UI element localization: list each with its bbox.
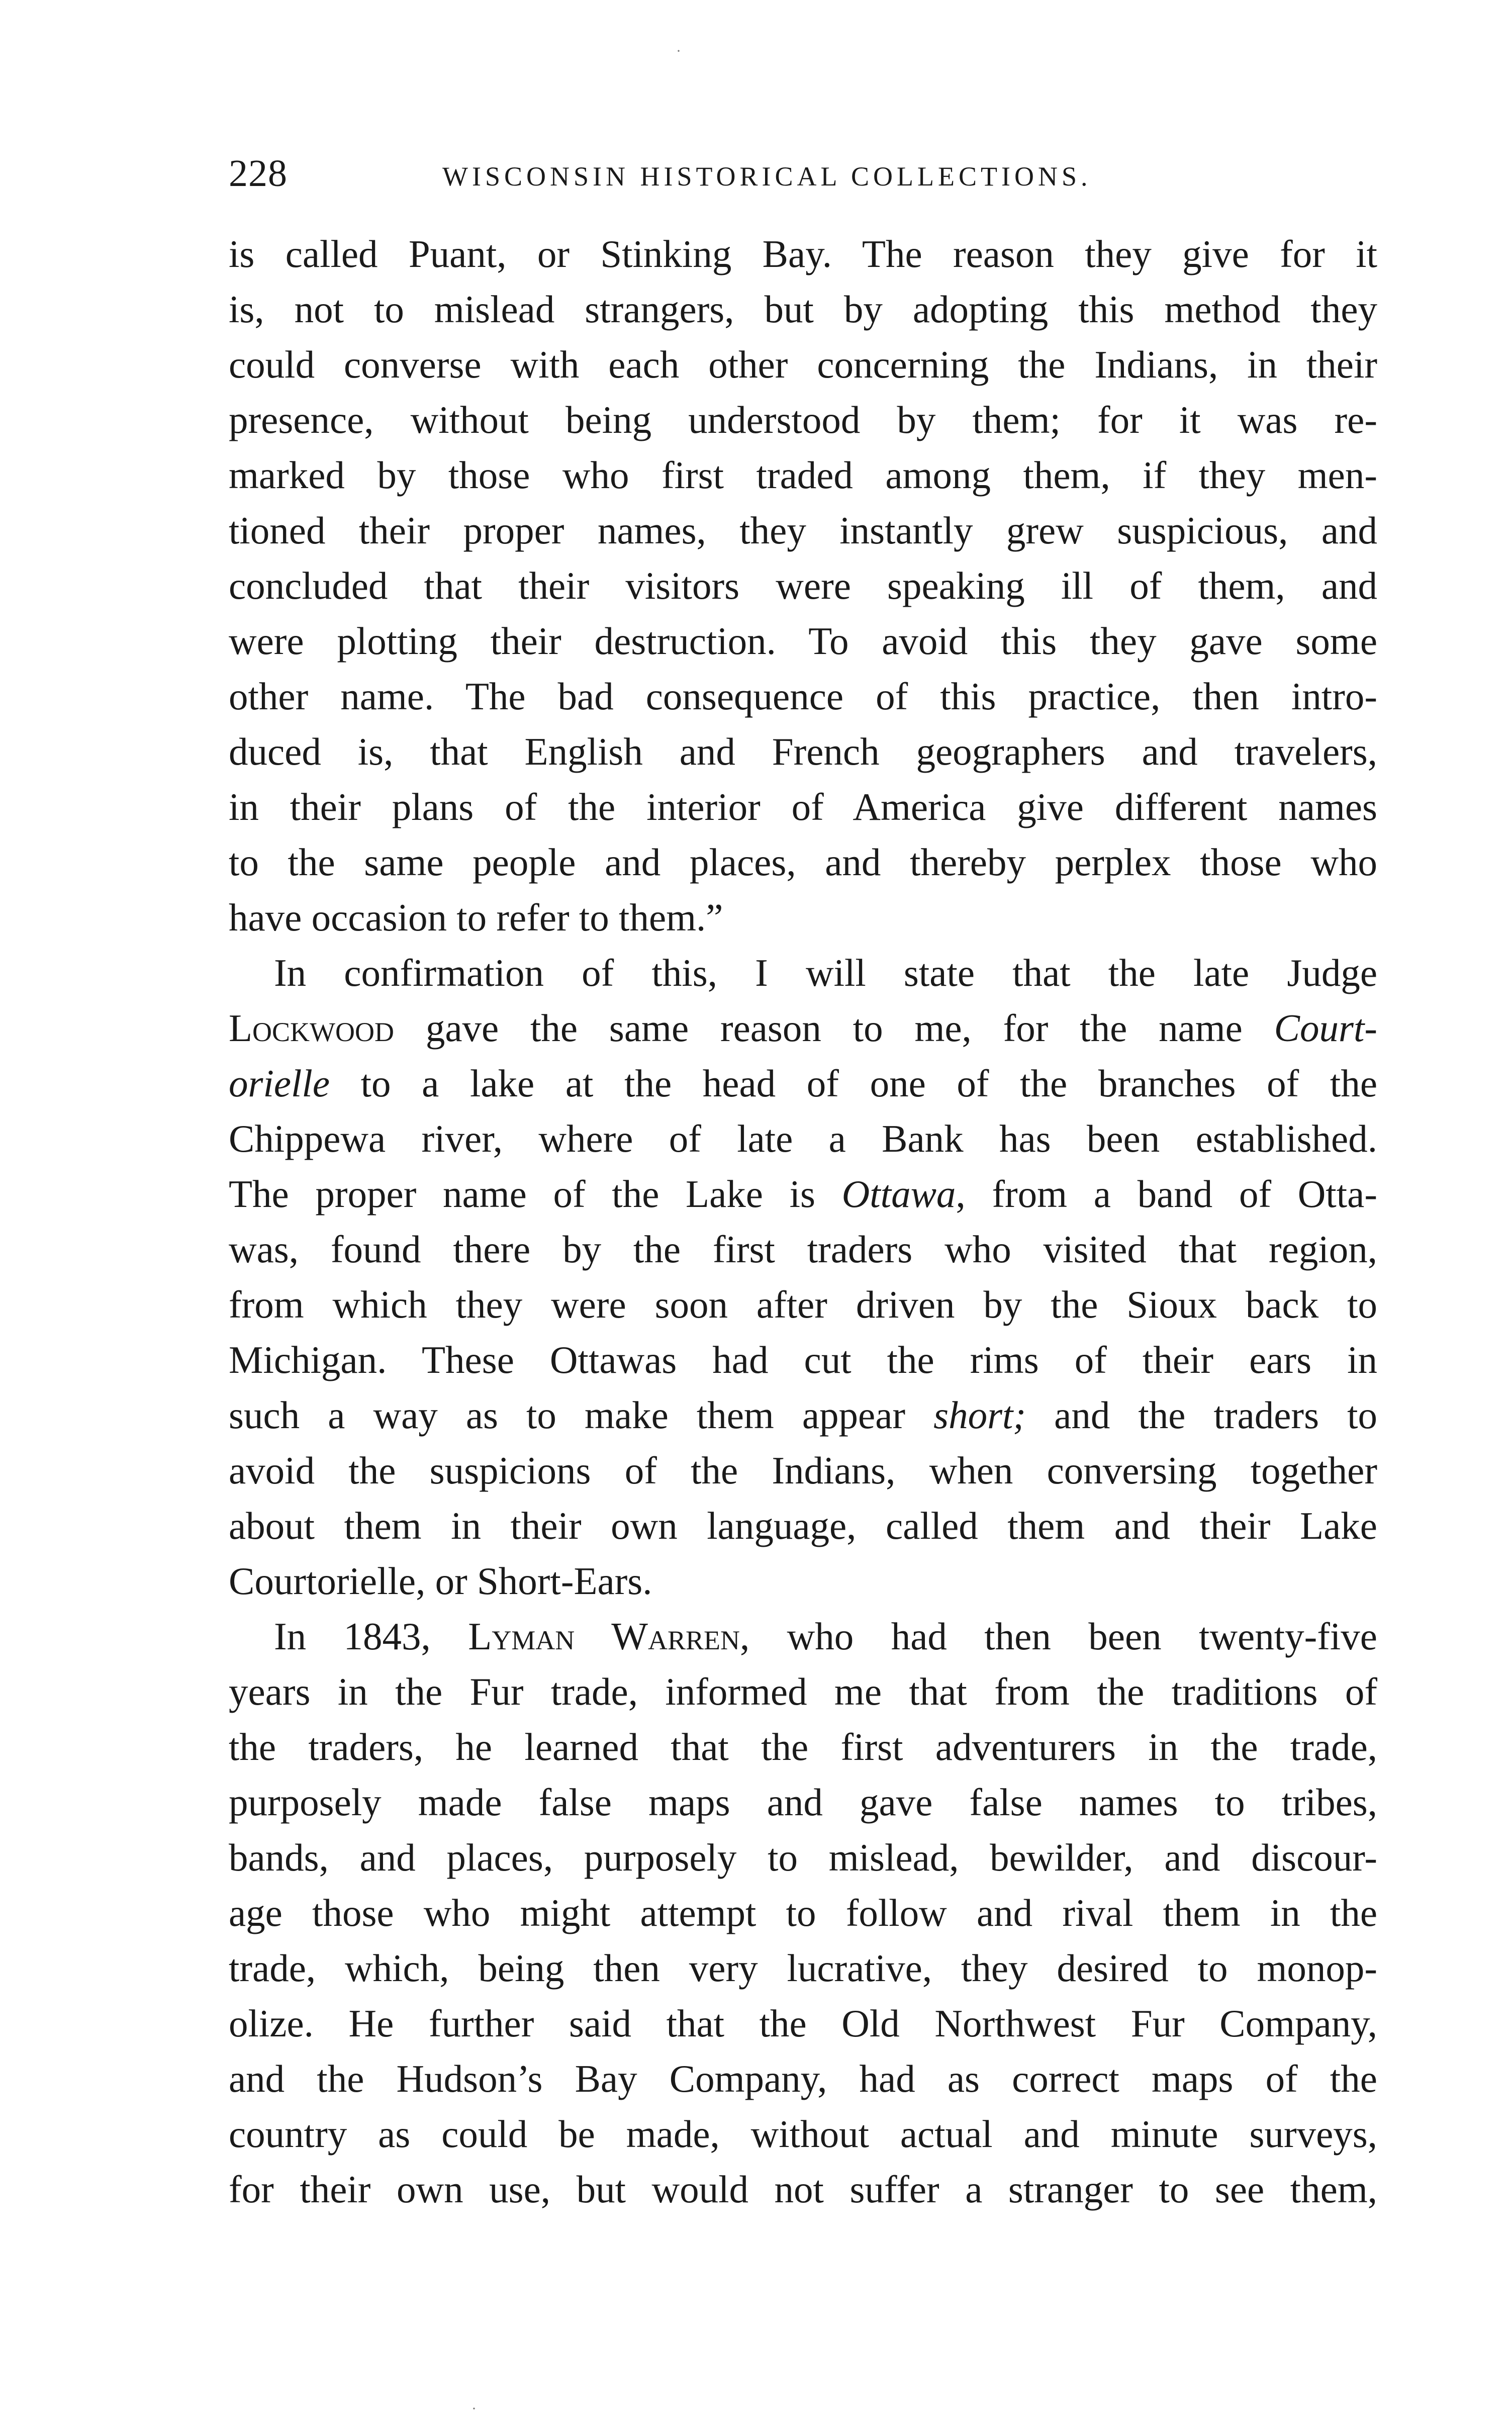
text-line: avoid the suspicions of the Indians, when conversing together [229, 1449, 1377, 1492]
running-title: WISCONSIN HISTORICAL COLLECTIONS. [442, 161, 1092, 192]
text-run: and the traders to [1054, 1393, 1378, 1437]
text-line [229, 1166, 1377, 1222]
italic-term: short; [933, 1393, 1026, 1437]
text-line: were plotting their destruction. To avoid this they gave some [229, 619, 1377, 663]
italic-term: orielle [229, 1062, 330, 1105]
paragraph-first-line [229, 1609, 1377, 1664]
text-run: The proper name of the Lake is [229, 1172, 815, 1216]
body-text [229, 226, 1377, 2217]
text-line: other name. The bad consequence of this practice, then intro- [229, 675, 1377, 718]
italic-term: Court- [1274, 1006, 1378, 1050]
text-line: purposely made false maps and gave false names to tribes, [229, 1781, 1377, 1824]
text-line: in their plans of the interior of America give different names [229, 785, 1377, 828]
text-line: have occasion to refer to them.” [229, 896, 723, 939]
text-line [229, 1000, 1377, 1056]
person-name: Lyman Warren [468, 1615, 740, 1658]
italic-term: Ottawa [841, 1172, 956, 1216]
text-line: from which they were soon after driven by the Sioux back to [229, 1283, 1377, 1326]
text-run: such a way as to make them appear [229, 1393, 906, 1437]
text-line: to the same people and places, and thereby perplex those who [229, 841, 1377, 884]
person-name: Lockwood [229, 1006, 395, 1050]
text-line: about them in their own language, called them and their Lake [229, 1504, 1377, 1547]
text-run: , from a band of Otta- [956, 1172, 1377, 1216]
text-line: tioned their proper names, they instantly grew suspicious, and [229, 509, 1377, 552]
text-line: bands, and places, purposely to mislead, bewilder, and discour- [229, 1836, 1377, 1879]
paragraph-first-line: In confirmation of this, I will state that the late Judge [274, 951, 1377, 994]
text-run: In 1843, [274, 1615, 431, 1658]
text-line: trade, which, being then very lucrative, they desired to monop- [229, 1946, 1377, 1990]
text-line: is called Puant, or Stinking Bay. The reason they give for it [229, 232, 1377, 275]
text-line: age those who might attempt to follow and rival them in the [229, 1891, 1377, 1934]
text-line: years in the Fur trade, informed me that from the traditions of [229, 1670, 1377, 1713]
text-line: Courtorielle, or Short-Ears. [229, 1559, 652, 1603]
text-line: could converse with each other concerning the Indians, in their [229, 343, 1377, 386]
page-number: 228 [229, 152, 288, 195]
text-line: is, not to mislead strangers, but by adopting this method they [229, 288, 1377, 331]
scan-speck: · [471, 2400, 477, 2417]
text-line: the traders, he learned that the first adventurers in the trade, [229, 1725, 1377, 1768]
text-line [229, 1056, 1377, 1111]
scan-speck: · [676, 43, 681, 59]
text-run: , who had then been twenty-five [740, 1615, 1377, 1658]
text-line: presence, without being understood by them; for it was re- [229, 398, 1377, 441]
text-line: and the Hudson’s Bay Company, had as correct maps of the [229, 2057, 1377, 2100]
text-line: duced is, that English and French geographers and travelers, [229, 730, 1377, 773]
text-line [229, 1387, 1377, 1443]
text-line: for their own use, but would not suffer a stranger to see them, [229, 2168, 1377, 2211]
text-line: Michigan. These Ottawas had cut the rims of their ears in [229, 1338, 1377, 1381]
text-line: Chippewa river, where of late a Bank has been established. [229, 1117, 1377, 1160]
text-line: marked by those who first traded among them, if they men- [229, 453, 1377, 497]
text-run: gave the same reason to me, for the name [425, 1006, 1243, 1050]
text-line: concluded that their visitors were speaking ill of them, and [229, 564, 1377, 607]
text-line: was, found there by the first traders who visited that region, [229, 1228, 1377, 1271]
text-run: to a lake at the head of one of the branches of the [360, 1062, 1377, 1105]
page-header [229, 146, 1385, 201]
text-line: olize. He further said that the Old Northwest Fur Company, [229, 2002, 1377, 2045]
text-line: country as could be made, without actual and minute surveys, [229, 2112, 1377, 2156]
